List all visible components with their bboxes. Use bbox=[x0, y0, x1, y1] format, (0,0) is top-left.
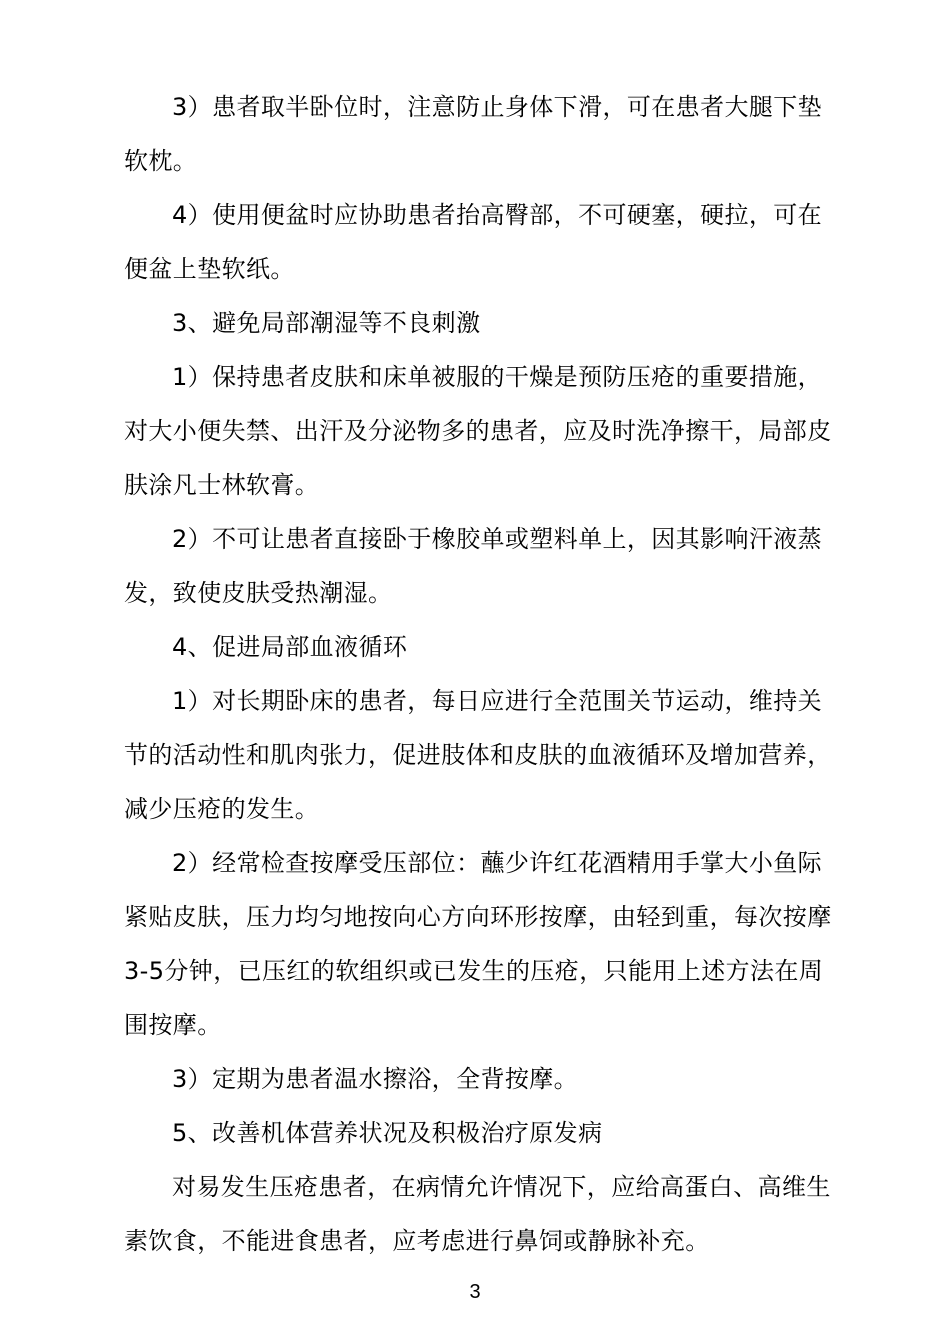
paragraph-item-2-massage: 2）经常检查按摩受压部位：蘸少许红花酒精用手掌大小鱼际紧贴皮肤，压力均匀地按向心方向环形按摩，由轻到重，每次按摩3-5分钟，已压红的软组织或已发生的压疮，只能用上述方法在周围按摩。 bbox=[124, 849, 832, 1039]
section-heading-4-circulation: 4、促进局部血液循环 bbox=[172, 633, 408, 661]
section-heading-5-nutrition: 5、改善机体营养状况及积极治疗原发病 bbox=[172, 1119, 603, 1147]
paragraph-item-3-semi-reclining: 3）患者取半卧位时，注意防止身体下滑，可在患者大腿下垫软枕。 bbox=[124, 93, 823, 175]
section-heading-3-avoid-moisture: 3、避免局部潮湿等不良刺激 bbox=[172, 309, 481, 337]
paragraph-item-3-sponge-bath: 3）定期为患者温水擦浴，全背按摩。 bbox=[172, 1065, 579, 1093]
paragraph-item-1-keep-dry: 1）保持患者皮肤和床单被服的干燥是预防压疮的重要措施，对大小便失禁、出汗及分泌物多的患者，应及时洗净擦干，局部皮肤涂凡士林软膏。 bbox=[124, 363, 832, 499]
document-body bbox=[124, 80, 840, 1268]
paragraph-item-4-bedpan: 4）使用便盆时应协助患者抬高臀部，不可硬塞，硬拉，可在便盆上垫软纸。 bbox=[124, 201, 823, 283]
page-number: 3 bbox=[469, 1281, 481, 1303]
paragraph-nutrition-advice: 对易发生压疮患者，在病情允许情况下，应给高蛋白、高维生素饮食，不能进食患者，应考虑进行鼻饲或静脉补充。 bbox=[124, 1173, 831, 1255]
paragraph-item-1-joint-exercise: 1）对长期卧床的患者，每日应进行全范围关节运动，维持关节的活动性和肌肉张力，促进肢体和皮肤的血液循环及增加营养，减少压疮的发生。 bbox=[124, 687, 832, 823]
paragraph-item-2-rubber-sheet: 2）不可让患者直接卧于橡胶单或塑料单上，因其影响汗液蒸发，致使皮肤受热潮湿。 bbox=[124, 525, 823, 607]
